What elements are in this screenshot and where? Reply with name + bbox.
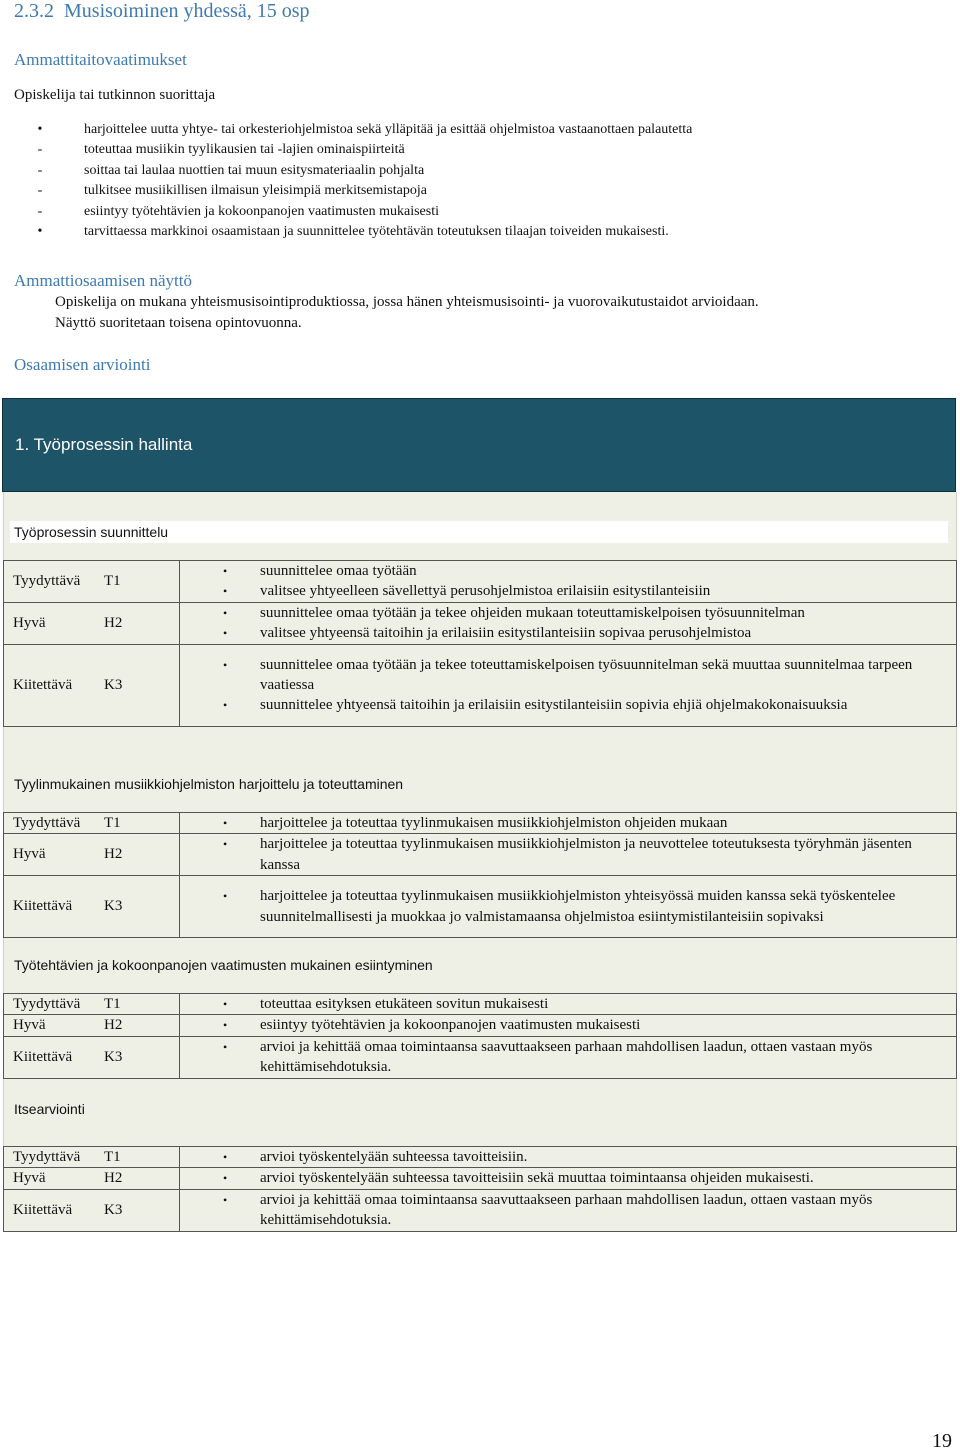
bullet-icon: •: [223, 837, 228, 852]
grade-level: Tyydyttävä: [13, 572, 81, 589]
grade-level: Kiitettävä: [13, 1201, 73, 1218]
bullet-icon: •: [223, 997, 228, 1011]
grade-level: Tyydyttävä: [13, 814, 81, 831]
criteria-item-text: harjoittelee ja toteuttaa tyylinmukaisen musiikkiohjelmiston yhteisyössä muiden kanssa sekä työskentelee suunnitelmallisesti ja muokkaa jo valmistamaansa ohjelmistoa esiintymistilanteisiin sopivaksi: [260, 888, 896, 925]
assessment-heading: Osaamisen arviointi: [14, 355, 151, 374]
grade-level: Hyvä: [13, 1017, 46, 1034]
criteria-item-text: harjoittelee ja toteuttaa tyylinmukaisen musiikkiohjelmiston ohjeiden mukaan: [260, 815, 728, 831]
page-number: 19: [932, 1430, 952, 1452]
grade-label: [4, 1168, 180, 1189]
skill-item: [30, 202, 692, 222]
criteria-item-text: toteuttaa esityksen etukäteen sovitun mukaisesti: [260, 996, 549, 1012]
bullet-icon: •: [223, 889, 228, 904]
grade-level: Hyvä: [13, 846, 46, 863]
grade-label: [4, 813, 180, 834]
bullet-icon: •: [223, 1171, 228, 1186]
skill-text: tulkitsee musiikillisen ilmaisun yleisimpiä merkitsemistapoja: [84, 183, 427, 199]
grade-code: T1: [104, 1148, 121, 1165]
grade-code: T1: [104, 572, 121, 589]
criteria-items: [180, 1036, 957, 1078]
criteria-banner: [2, 398, 956, 492]
bullet-icon: •: [37, 122, 43, 137]
grade-code: T1: [104, 995, 121, 1012]
grade-code: K3: [104, 676, 123, 693]
bullet-icon: •: [37, 223, 43, 239]
criteria-item-text: arvioi työskentelyään suhteessa tavoitteisiin.: [260, 1149, 528, 1165]
criteria-item: [180, 623, 956, 643]
dash-marker: -: [37, 183, 43, 199]
grade-code: K3: [104, 898, 123, 915]
grade-level: Kiitettävä: [13, 1048, 73, 1065]
skill-item: [30, 222, 692, 242]
grade-label: [4, 876, 180, 938]
bullet-icon: •: [223, 626, 228, 641]
criteria-item-text: valitsee yhtyeensä taitoihin ja erilaisiin esitystilanteisiin sopivaa perusohjelmistoa: [260, 625, 752, 642]
bullet-icon: •: [223, 1039, 228, 1054]
criteria-items: [180, 602, 957, 644]
criteria-item: [180, 581, 956, 601]
section-number: 2.3.2: [14, 0, 54, 22]
criteria-item-text: suunnittelee yhtyeensä taitoihin ja erilaisiin esitystilanteisiin sopivia ehjiä ohjelmakokonaisuuksia: [260, 697, 848, 714]
criteria-item: [180, 695, 956, 715]
grade-label: [4, 1147, 180, 1168]
criteria-item: [180, 655, 956, 696]
demo-line: Näyttö suoritetaan toisena opintovuonna.: [55, 315, 302, 331]
criteria-item: [180, 603, 956, 623]
criteria-row: [4, 876, 957, 938]
criteria-item: [180, 1190, 956, 1231]
skill-text: harjoittelee uutta yhtye- tai orkesteriohjelmistoa sekä ylläpitää ja esittää ohjelmistoa vastaanottaen palautetta: [84, 122, 693, 137]
criteria-item: [180, 1037, 956, 1078]
skill-text: esiintyy työtehtävien ja kokoonpanojen vaatimusten mukaisesti: [84, 203, 439, 219]
criteria-item-text: valitsee yhtyeelleen sävellettyä perusohjelmistoa erilaisiin esitystilanteisiin: [260, 583, 711, 600]
grade-level: Tyydyttävä: [13, 1148, 81, 1165]
criteria-items: [180, 834, 957, 876]
bullet-icon: •: [223, 1150, 228, 1164]
criteria-item-text: harjoittelee ja toteuttaa tyylinmukaisen musiikkiohjelmiston ja neuvottelee toteutuksesta työryhmän jäsenten kanssa: [260, 836, 912, 873]
grade-code: H2: [104, 846, 123, 863]
section-heading: [14, 0, 310, 23]
skill-item: [30, 181, 692, 201]
criteria-items: [180, 876, 957, 938]
criteria-table: [3, 1146, 957, 1232]
skill-text: soittaa tai laulaa nuottien tai muun esitysmateriaalin pohjalta: [84, 162, 425, 178]
criteria-items: [180, 994, 957, 1015]
bullet-icon: •: [223, 816, 228, 830]
criteria-row: [4, 602, 957, 644]
criteria-item-text: arvioi ja kehittää omaa toimintaansa saavuttaakseen parhaan mahdollisen laadun, ottaen vastaan myös kehittämisehdotuksia.: [260, 1038, 873, 1076]
criteria-item-text: arvioi ja kehittää omaa toimintaansa saavuttaakseen parhaan mahdollisen laadun, ottaen vastaan myös kehittämisehdotuksia.: [260, 1191, 873, 1229]
criteria-section-title: Työtehtävien ja kokoonpanojen vaatimusten mukainen esiintyminen: [14, 957, 433, 973]
criteria-items: [180, 561, 957, 603]
grade-code: K3: [104, 1201, 123, 1218]
grade-level: Tyydyttävä: [13, 995, 81, 1012]
skill-item: [30, 120, 692, 140]
criteria-row: [4, 994, 957, 1015]
grade-code: T1: [104, 814, 121, 831]
skills-heading: Ammattitaitovaatimukset: [14, 50, 187, 69]
grade-level: Kiitettävä: [13, 898, 73, 915]
demo-line: Opiskelija on mukana yhteismusisointiproduktiossa, jossa hänen yhteismusisointi- ja vuorovaikutustaidot arvioidaan.: [55, 294, 759, 310]
grade-label: [4, 1015, 180, 1036]
criteria-items: [180, 1147, 957, 1168]
bullet-icon: •: [223, 605, 228, 620]
criteria-item: [180, 1147, 956, 1167]
grade-level: Hyvä: [13, 614, 46, 631]
grade-code: H2: [104, 1017, 123, 1034]
grade-code: K3: [104, 1048, 123, 1065]
criteria-items: [180, 644, 957, 726]
bullet-icon: •: [223, 1018, 228, 1033]
grade-label: [4, 834, 180, 876]
criteria-item: [180, 886, 956, 927]
criteria-table: [3, 993, 957, 1079]
criteria-row: [4, 834, 957, 876]
criteria-item: [180, 1015, 956, 1035]
skill-item: [30, 140, 692, 160]
criteria-item-text: arvioi työskentelyään suhteessa tavoitteisiin sekä muuttaa toimintaansa ohjeiden mukaisesti.: [260, 1170, 814, 1187]
demo-heading: Ammattiosaamisen näyttö: [14, 271, 192, 290]
grade-label: [4, 1189, 180, 1231]
grade-label: [4, 1036, 180, 1078]
criteria-row: [4, 1189, 957, 1231]
criteria-row: [4, 1015, 957, 1036]
bullet-icon: •: [223, 584, 228, 599]
dash-marker: -: [37, 142, 43, 158]
criteria-items: [180, 1168, 957, 1189]
skill-item: [30, 161, 692, 181]
criteria-section-title: Työprosessin suunnittelu: [14, 524, 169, 540]
criteria-section-title: Itsearviointi: [14, 1101, 85, 1117]
criteria-items: [180, 1189, 957, 1231]
criteria-row: [4, 561, 957, 603]
skills-intro: Opiskelija tai tutkinnon suorittaja: [14, 87, 216, 103]
dash-marker: -: [37, 203, 43, 219]
criteria-row: [4, 813, 957, 834]
criteria-item: [180, 813, 956, 833]
bullet-icon: •: [223, 657, 228, 672]
bullet-icon: •: [223, 1192, 228, 1207]
criteria-item-text: suunnittelee omaa työtään ja tekee ohjeiden mukaan toteuttamiskelpoisen työsuunnitelman: [260, 604, 805, 621]
bullet-icon: •: [223, 698, 228, 713]
criteria-item: [180, 834, 956, 875]
criteria-item-text: suunnittelee omaa työtään ja tekee toteuttamiskelpoisen työsuunnitelman sekä muuttaa suunnitelmaa tarpeen vaatiessa: [260, 656, 913, 693]
skills-list: [30, 120, 692, 242]
banner-title: 1. Työprosessin hallinta: [15, 435, 193, 454]
criteria-table: [3, 812, 957, 938]
grade-label: [4, 994, 180, 1015]
grade-label: [4, 644, 180, 726]
skill-text: tarvittaessa markkinoi osaamistaan ja suunnittelee työtehtävän toteutuksen tilaajan toiveiden mukaisesti.: [84, 223, 669, 239]
criteria-row: [4, 1147, 957, 1168]
criteria-item-text: esiintyy työtehtävien ja kokoonpanojen vaatimusten mukaisesti: [260, 1017, 641, 1034]
criteria-row: [4, 1036, 957, 1078]
criteria-row: [4, 644, 957, 726]
criteria-section-title: Tyylinmukainen musiikkiohjelmiston harjoittelu ja toteuttaminen: [14, 776, 404, 792]
grade-code: H2: [104, 1170, 123, 1187]
grade-label: [4, 561, 180, 603]
grade-level: Hyvä: [13, 1170, 46, 1187]
bullet-icon: •: [223, 564, 228, 578]
skill-text: toteuttaa musiikin tyylikausien tai -lajien ominaispiirteitä: [84, 142, 405, 158]
criteria-table: [3, 560, 957, 727]
criteria-item: [180, 994, 956, 1014]
criteria-items: [180, 1015, 957, 1036]
grade-code: H2: [104, 614, 123, 631]
section-title: Musisoiminen yhdessä, 15 osp: [64, 0, 310, 22]
criteria-items: [180, 813, 957, 834]
criteria-row: [4, 1168, 957, 1189]
criteria-item: [180, 561, 956, 581]
demo-text: [55, 292, 759, 334]
criteria-item-text: suunnittelee omaa työtään: [260, 563, 417, 579]
grade-level: Kiitettävä: [13, 676, 73, 693]
grade-label: [4, 602, 180, 644]
dash-marker: -: [37, 162, 43, 178]
criteria-item: [180, 1168, 956, 1188]
